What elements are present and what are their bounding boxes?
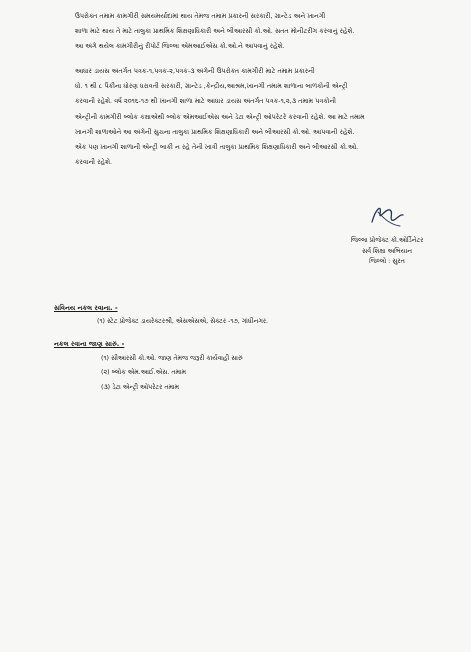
- copy-forwarded-item: (૧) સીઆરસી કો.ઓ. જાણ તેમજ જરૂરી કાર્યવાહી સારું: [101, 355, 243, 362]
- paragraph-line: ઉપરોક્ત તમામ કામગીરી સમયમર્યાદામાં થાય તેમજ તમામ પ્રકારની સરકારી, ગ્રાન્ટેડ અને ખાનગી: [75, 13, 326, 20]
- handwritten-signature: [366, 200, 406, 230]
- signatory-designation: જિલ્લા પ્રોજેક્ટ કો.ઓર્ડિનેટર: [350, 237, 424, 244]
- paragraph-line: કરવાની રહેશે. વર્ષ ૨૦૧૬-૧૭ થી ખાનગી શાળા માટે આધાર ડાયસ અંતર્ગત પત્રક-૧,૨,૩ તમામ પત્રકોની: [75, 98, 337, 106]
- paragraph-line: આ અંગે થયેલ કામગીરીનું રીપોર્ટ જિલ્લા એમઆઈએસ કો.ઓ.ને આપવાનું રહેશે.: [75, 43, 285, 51]
- paragraph-line: ધો. ૧ થી ૮ પૈકીના ધોરણ ધરાવતી સરકારી, ગ્રાન્ટેડ ,કેન્દ્રીય,આશ્રમ,ખાનગી તમામ શાળાના બાળકોની એન્ટ્રી: [75, 83, 348, 91]
- signatory-block: [327, 236, 447, 268]
- paragraph-line: એક પણ ખાનગી શાળાની એન્ટ્રી બાકી ન રહે તેની ખાત્રી તાલુકા પ્રાથમિક શિક્ષણાધિકારી અને બીઆરસી કો.ઓ.: [75, 144, 359, 152]
- signatory-department: સર્વ શિક્ષા અભિયાન: [362, 247, 412, 255]
- paragraph-line: ખાનગી શાળાઓને આ અંગેની સુચના તાલુકા પ્રાથમિક શિક્ષણાધિકારી અને બીઆરસી કો.ઓ. આપવાની રહેશે.: [75, 128, 355, 136]
- copy-forwarded-item: (૩) ડેટા એન્ટ્રી ઓપરેટર તમામ: [101, 384, 179, 391]
- respectful-copy-heading: [54, 304, 118, 313]
- paragraph-line: એન્ટ્રીની કામગીરી બ્લોક કક્ષાએથી બ્લોક એમઆઈએસ અને ડેટા એન્ટ્રી ઓપરેટરે કરવાની રહેશે. આ માટે તમામ: [75, 113, 365, 121]
- signatory-district: જિલ્લો : સુરત: [369, 258, 405, 266]
- paragraph-monitoring: [75, 9, 435, 55]
- paragraph-line: કરવાની રહેશે.: [75, 159, 113, 167]
- paragraph-line: શાળા માટે થાય તે માટે તાલુકા પ્રાથમિક શિક્ષણાધિકારી અને બીઆરસી કો.ઓ. સતત મોનીટરીંગ કરવાનું રહેશે.: [75, 28, 355, 36]
- copy-forwarded-heading-text: નકલ રવાના જાણ સારું. -: [54, 340, 125, 348]
- copy-forwarded-item: (૨) બ્લોક એમ.આઈ.એસ. તમામ: [101, 369, 186, 376]
- respectful-copy-item: (૧) સ્ટેટ પ્રોજેક્ટ ડાયરેક્ટરશ્રી, એસએસએ, સેક્ટર -૧૭, ગાંધીનગર.: [97, 318, 269, 325]
- paragraph-aadhaar-dise: [75, 64, 435, 170]
- respectful-copy-heading-text: સવિનય નકલ રવાના. -: [54, 304, 118, 312]
- paragraph-line: આધાર ડાયસ અંતર્ગત પત્રક-૧,પત્રક-૨,પત્રક-૩ અંગેની ઉપરોક્ત કામગીરી માટે તમામ પ્રકારની: [75, 68, 315, 75]
- copy-forwarded-heading: [54, 340, 124, 349]
